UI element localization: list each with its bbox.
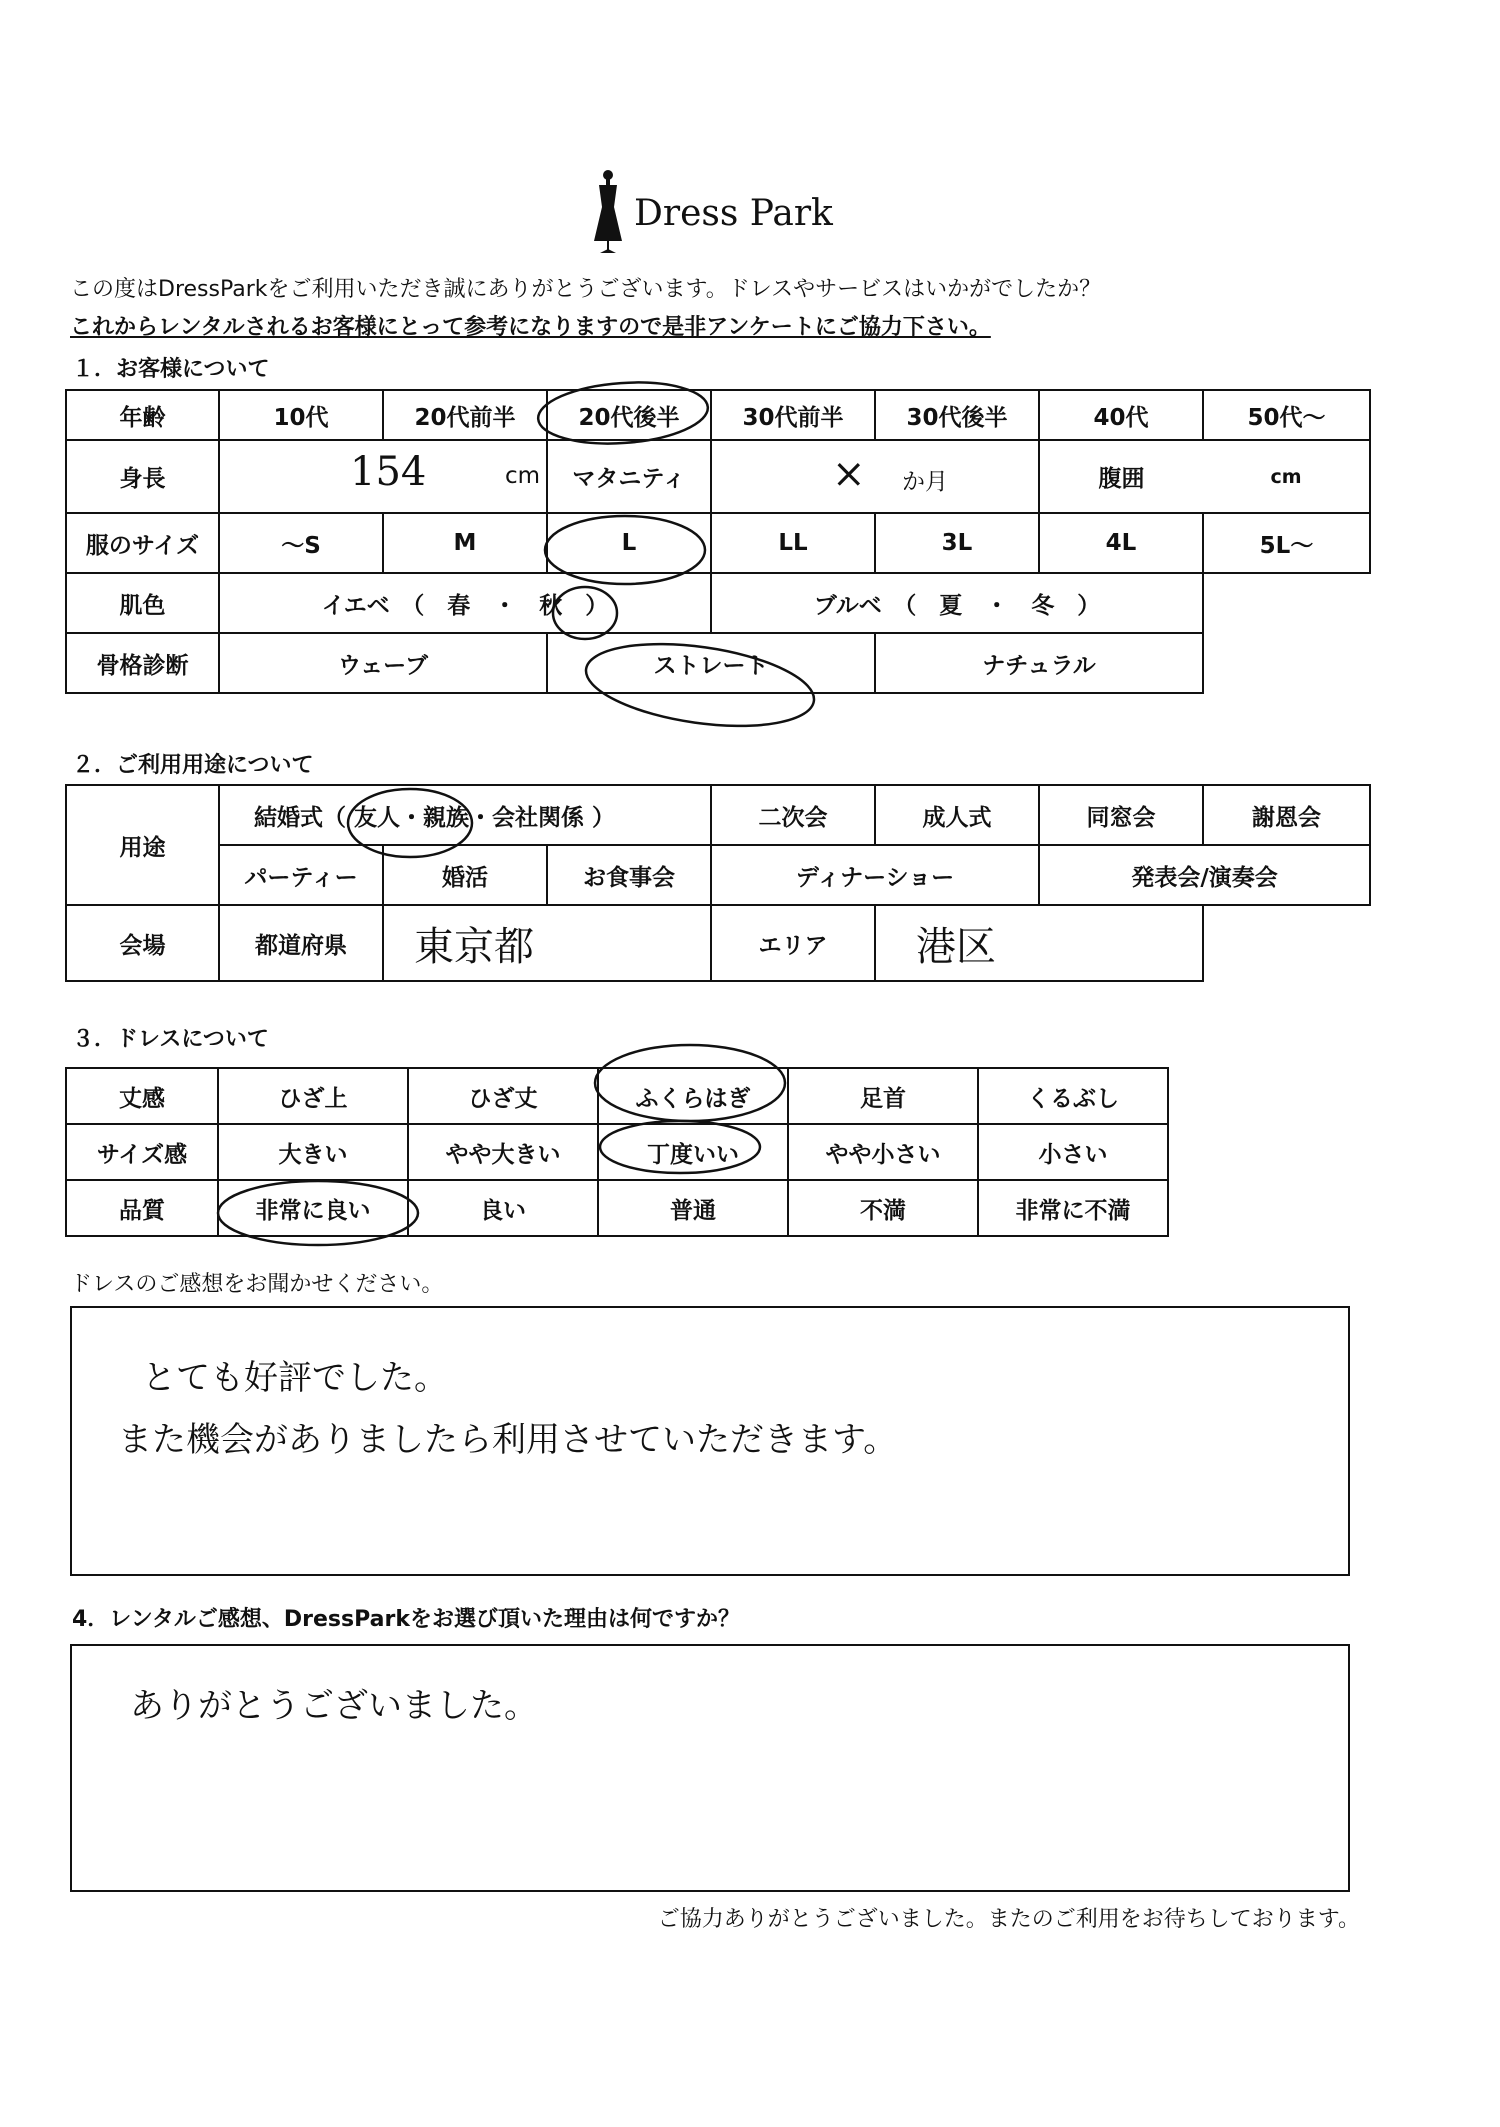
- frame-label: 骨格診断: [66, 633, 219, 693]
- purpose-option[interactable]: 成人式: [875, 785, 1039, 845]
- age-option[interactable]: 30代前半: [711, 390, 875, 440]
- dress-comment-prompt: ドレスのご感想をお聞かせください。: [70, 1272, 444, 1297]
- waist-label: 腹囲: [1039, 440, 1203, 513]
- length-label: 丈感: [66, 1068, 218, 1124]
- size-option[interactable]: 4L: [1039, 513, 1203, 573]
- frame-option[interactable]: ナチュラル: [875, 633, 1203, 693]
- fit-label: サイズ感: [66, 1124, 218, 1180]
- purpose-option[interactable]: 二次会: [711, 785, 875, 845]
- dress-comment-line-2: また機会がありましたら利用させていただきます。: [118, 1420, 898, 1460]
- size-option[interactable]: 〜S: [219, 513, 383, 573]
- age-option[interactable]: 10代: [219, 390, 383, 440]
- fit-option[interactable]: 小さい: [978, 1124, 1168, 1180]
- maternity-value: ×: [832, 451, 866, 497]
- age-label: 年齢: [66, 390, 219, 440]
- length-option[interactable]: 足首: [788, 1068, 978, 1124]
- maternity-label: マタニティ: [547, 440, 711, 513]
- frame-option[interactable]: ウェーブ: [219, 633, 547, 693]
- size-option[interactable]: 5L〜: [1203, 513, 1370, 573]
- purpose-option[interactable]: 同窓会: [1039, 785, 1203, 845]
- length-option[interactable]: ひざ丈: [408, 1068, 598, 1124]
- purpose-option[interactable]: 婚活: [383, 845, 547, 905]
- quality-option-selected[interactable]: 非常に良い: [218, 1180, 408, 1236]
- fit-option-selected[interactable]: 丁度いい: [598, 1124, 788, 1180]
- section-2-title: ２．ご利用用途について: [72, 753, 314, 778]
- height-label: 身長: [66, 440, 219, 513]
- age-option-selected[interactable]: 20代後半: [547, 390, 711, 440]
- length-option-selected[interactable]: ふくらはぎ: [598, 1068, 788, 1124]
- area-label: エリア: [711, 905, 875, 981]
- purpose-option[interactable]: 謝恩会: [1203, 785, 1370, 845]
- fit-option[interactable]: やや小さい: [788, 1124, 978, 1180]
- venue-label: 会場: [66, 905, 219, 981]
- purpose-wedding[interactable]: 結婚式（ 友人・親族・会社関係 ）: [219, 785, 711, 845]
- dress-comment-line-1: とても好評でした。: [142, 1358, 448, 1398]
- quality-label: 品質: [66, 1180, 218, 1236]
- size-option[interactable]: 3L: [875, 513, 1039, 573]
- pref-label: 都道府県: [219, 905, 383, 981]
- purpose-label: 用途: [66, 785, 219, 905]
- age-option[interactable]: 20代前半: [383, 390, 547, 440]
- age-option[interactable]: 40代: [1039, 390, 1203, 440]
- age-option[interactable]: 50代〜: [1203, 390, 1370, 440]
- fit-option[interactable]: 大きい: [218, 1124, 408, 1180]
- fit-option[interactable]: やや大きい: [408, 1124, 598, 1180]
- purpose-option[interactable]: お食事会: [547, 845, 711, 905]
- frame-option-selected[interactable]: ストレート: [547, 633, 875, 693]
- skin-label: 肌色: [66, 573, 219, 633]
- skin-blue[interactable]: ブルベ （ 夏 ・ 冬 ）: [711, 573, 1203, 633]
- size-option[interactable]: LL: [711, 513, 875, 573]
- size-option-selected[interactable]: L: [547, 513, 711, 573]
- height-unit: cm: [504, 463, 540, 489]
- purpose-option[interactable]: ディナーショー: [711, 845, 1039, 905]
- quality-option[interactable]: 普通: [598, 1180, 788, 1236]
- waist-unit[interactable]: cm: [1203, 440, 1370, 513]
- closing-message: ご協力ありがとうございました。またのご利用をお待ちしております。: [657, 1907, 1360, 1932]
- quality-option[interactable]: 良い: [408, 1180, 598, 1236]
- month-unit: か月: [902, 469, 948, 495]
- age-option[interactable]: 30代後半: [875, 390, 1039, 440]
- section-4-title: 4．レンタルご感想、DressParkをお選び頂いた理由は何ですか？: [72, 1607, 740, 1632]
- section-1-title: １．お客様について: [72, 357, 270, 382]
- length-option[interactable]: くるぶし: [978, 1068, 1168, 1124]
- logo-text: Dress Park: [634, 192, 833, 234]
- intro-line-1: この度はDressParkをご利用いただき誠にありがとうございます。ドレスやサービスはいかがでしたか？: [70, 277, 1102, 302]
- quality-option[interactable]: 非常に不満: [978, 1180, 1168, 1236]
- intro-line-2: これからレンタルされるお客様にとって参考になりますので是非アンケートにご協力下さい。: [70, 315, 991, 340]
- skin-yellow[interactable]: イエベ （ 春 ・ 秋 ）: [219, 573, 711, 633]
- purpose-option[interactable]: パーティー: [219, 845, 383, 905]
- area-value: 港区: [916, 923, 997, 970]
- quality-option[interactable]: 不満: [788, 1180, 978, 1236]
- pref-value: 東京都: [414, 923, 534, 970]
- height-value: 154: [350, 449, 427, 495]
- size-option[interactable]: M: [383, 513, 547, 573]
- rental-comment-text: ありがとうございました。: [130, 1686, 538, 1726]
- size-label: 服のサイズ: [66, 513, 219, 573]
- section-3-title: ３．ドレスについて: [72, 1027, 269, 1052]
- length-option[interactable]: ひざ上: [218, 1068, 408, 1124]
- purpose-option[interactable]: 発表会/演奏会: [1039, 845, 1370, 905]
